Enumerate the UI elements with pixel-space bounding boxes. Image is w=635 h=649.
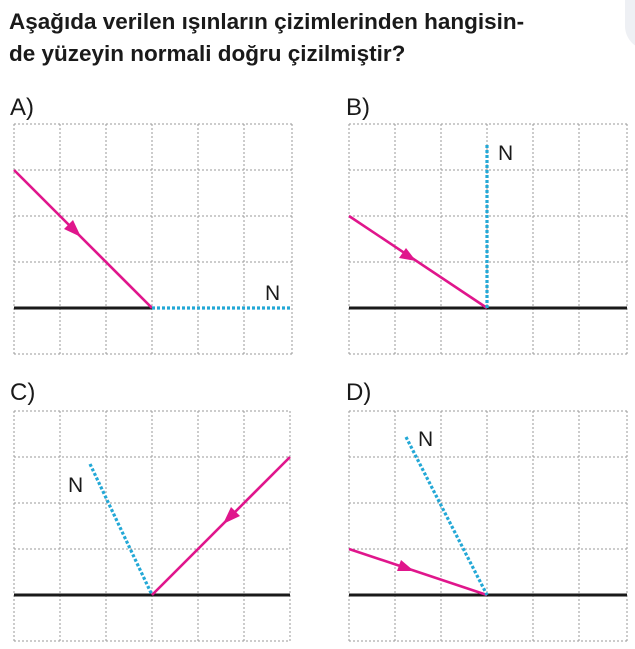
question-line-1: Aşağıda verilen ışınların çizimlerinden hangisin- (9, 9, 525, 34)
option-a-normal-label: N (265, 282, 281, 305)
option-c-normal-label: N (68, 474, 84, 497)
option-b-normal-label: N (498, 142, 514, 165)
option-d-label: D) (346, 379, 372, 406)
question-line-2: de yüzeyin normali doğru çizilmiştir? (9, 41, 406, 66)
option-d-grid (349, 411, 627, 641)
option-d-ray (349, 549, 487, 595)
option-d-normal-label: N (418, 428, 434, 451)
option-c-label: C) (10, 379, 36, 406)
option-a-label: A) (10, 94, 34, 121)
option-d-arrow-icon (397, 560, 414, 571)
option-b-label: B) (346, 94, 370, 121)
